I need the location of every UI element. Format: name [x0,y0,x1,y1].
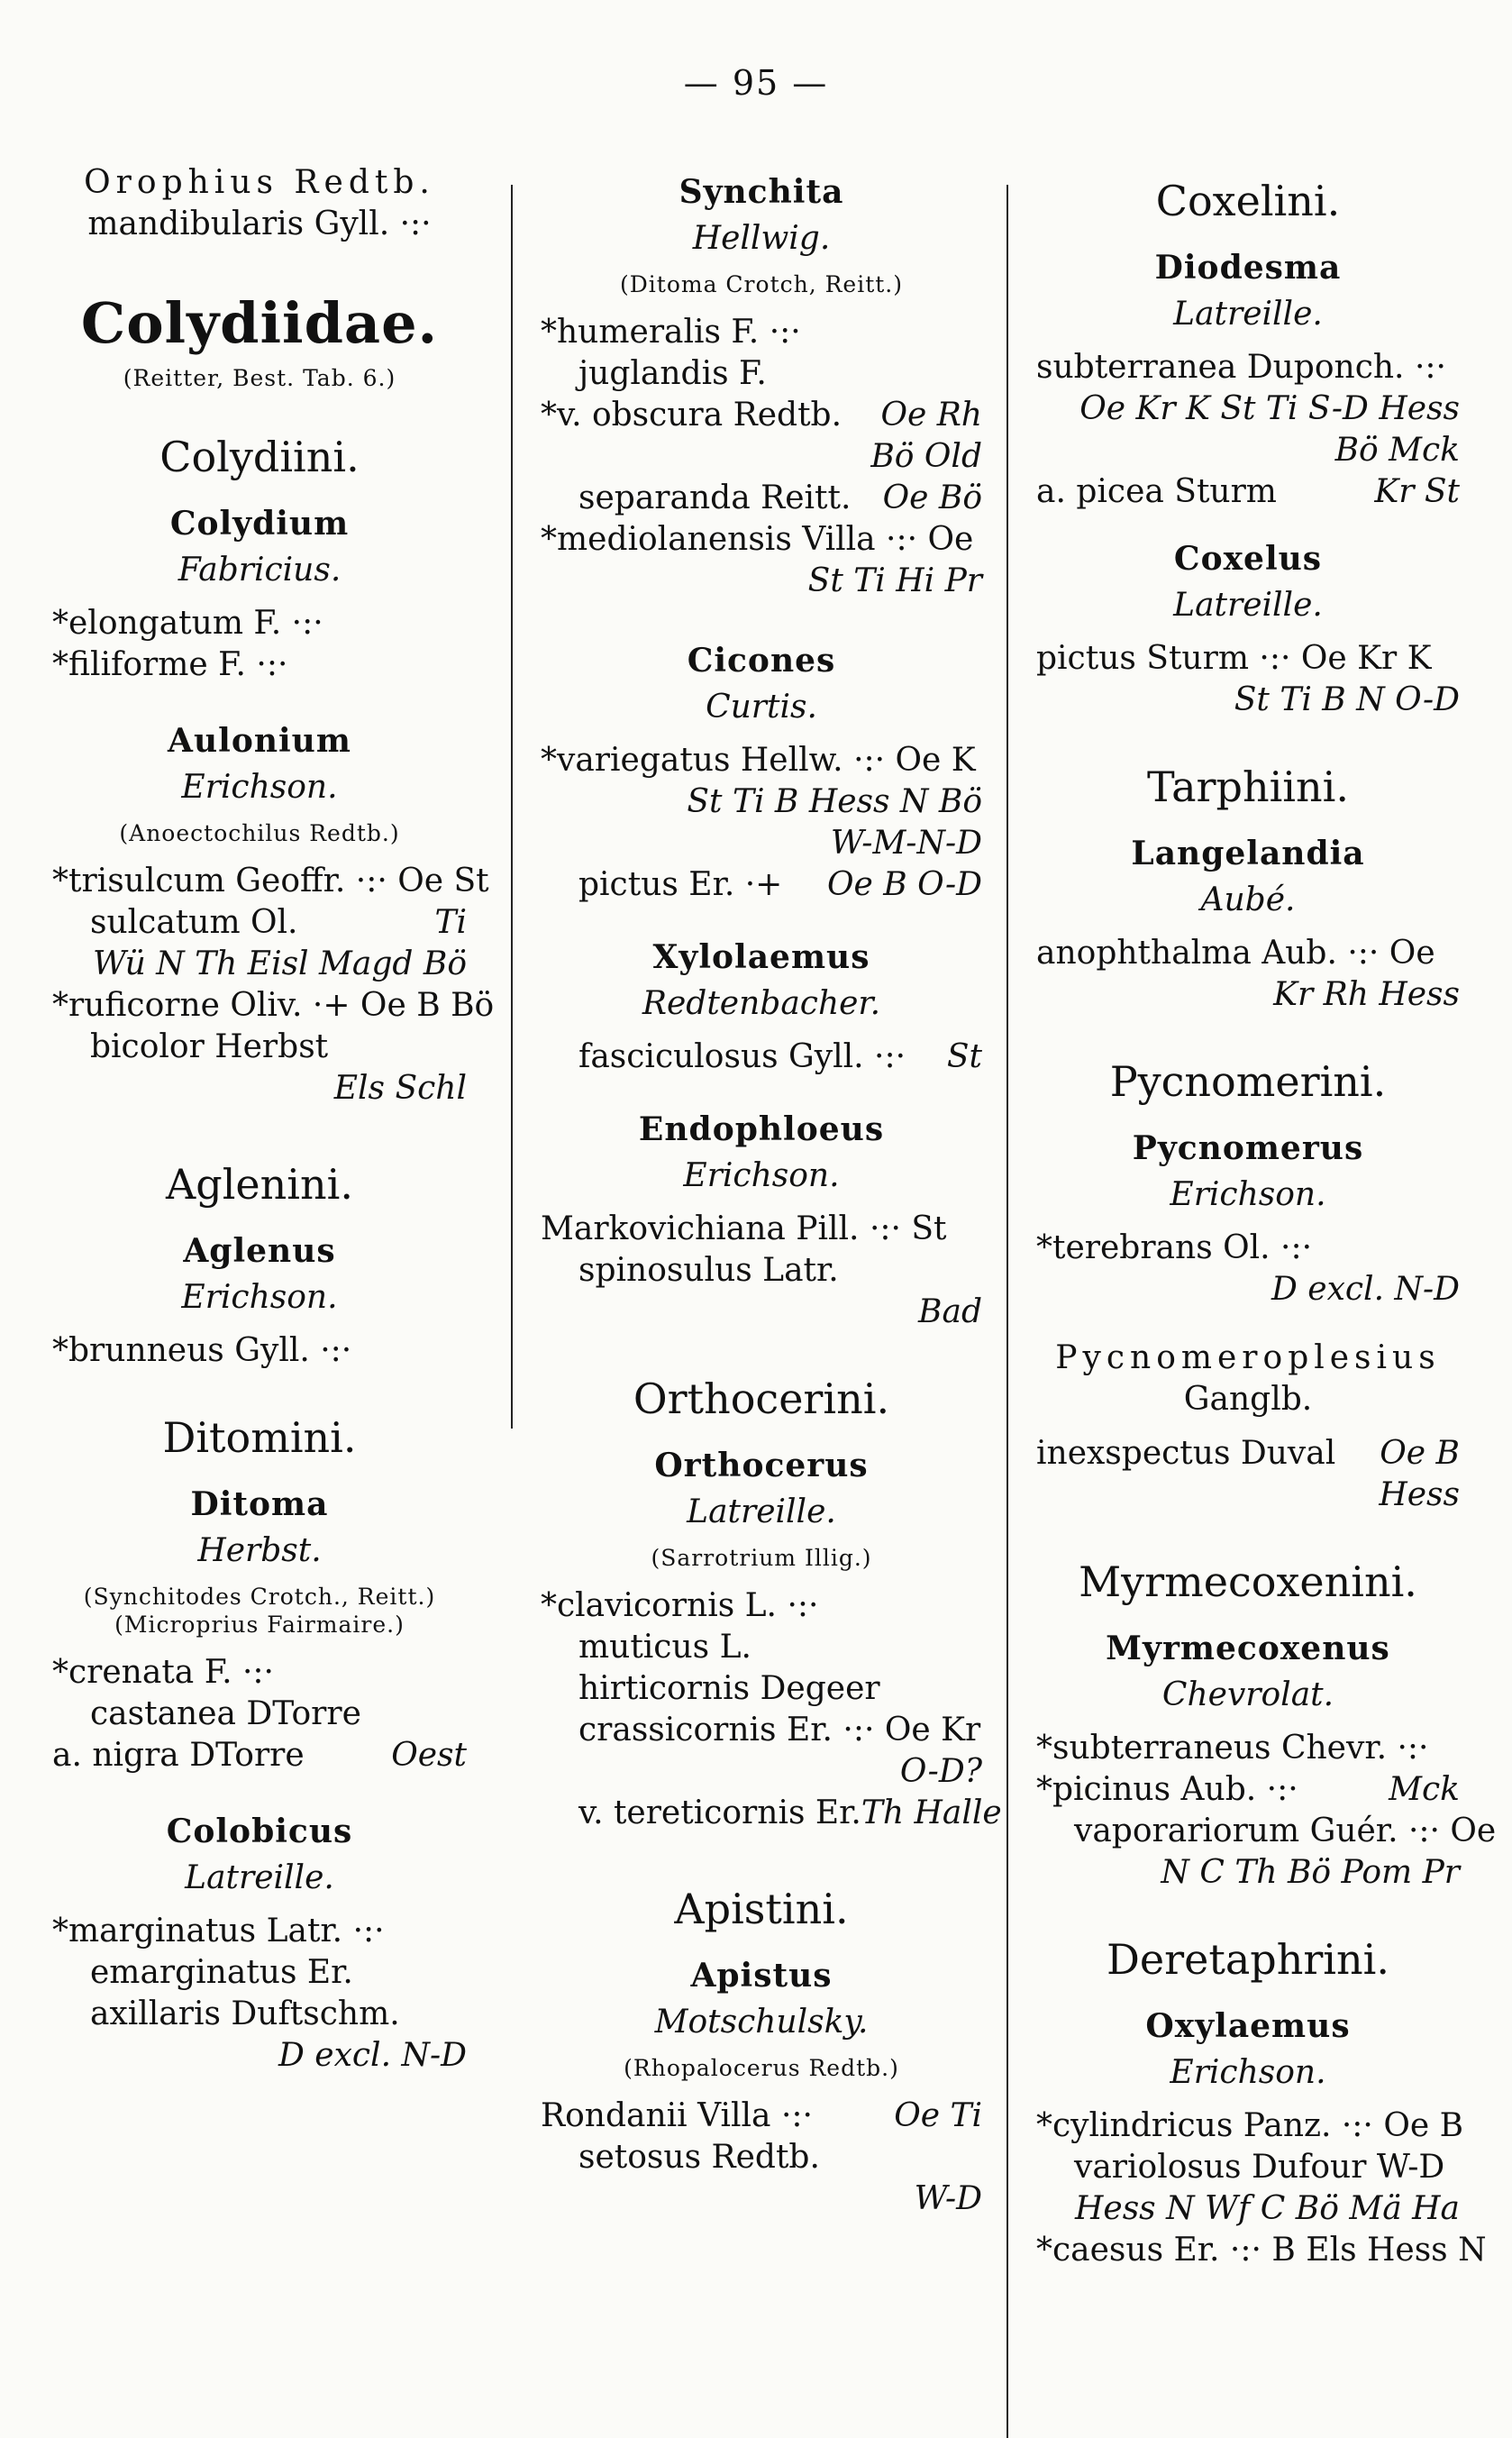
genus-heading: Apistus [690,1957,833,1995]
genus-heading: Coxelus [1173,540,1323,578]
distribution: Th Halle [861,1794,1002,1831]
family-reference: (Reitter, Best. Tab. 6.) [123,365,396,391]
species-entry: *trisulcum Geoffr. ·:· Oe St [52,863,489,899]
tribe-heading: Aglenini. [166,1160,353,1209]
species-name: v. tereticornis Er. [578,1794,861,1831]
species-entry: castanea DTorre [90,1695,361,1732]
species-entry [541,1793,1002,1834]
species-entry: setosus Redtb. [578,2139,820,2176]
tribe-heading: Colydiini. [159,433,360,481]
species-entry [52,902,467,944]
genus-heading: Langelandia [1131,835,1365,872]
species-entry: hirticornis Degeer [578,1670,880,1707]
genus-author: Erichson. [1170,1176,1326,1213]
species-entry: *marginatus Latr. ·:· [52,1913,385,1949]
species-name: fasciculosus Gyll. ·:· [578,1038,906,1075]
species-entry: spinosulus Latr. [578,1252,839,1289]
genus-heading: Cicones [687,642,836,680]
tribe-heading: Coxelini. [1155,177,1341,225]
genus-heading: Diodesma [1154,249,1342,287]
distribution: St Ti B Hess N Bö [687,783,982,820]
species-entry: *variegatus Hellw. ·:· Oe K [541,742,976,779]
genus-synonym: (Ditoma Crotch, Reitt.) [619,271,904,297]
distribution: Oe Rh [880,397,982,434]
species-entry: *clavicornis L. ·:· [541,1587,819,1624]
distribution: Wü N Th Eisl Magd Bö [93,945,467,982]
genus-author: Redtenbacher. [642,985,881,1022]
tribe-heading: Tarphiini. [1147,762,1349,811]
entry: Orophius Redtb. [84,164,435,201]
genus-heading: Xylolaemus [652,938,870,976]
tribe-heading: Orthocerini. [633,1374,890,1423]
species-entry: anophthalma Aub. ·:· Oe [1036,935,1435,972]
genus-author: Erichson. [181,1279,338,1316]
distribution: Bad [918,1293,982,1330]
column-2 [541,162,1002,2220]
species-name: *v. obscura Redtb. [541,397,843,434]
species-entry: subterranea Duponch. ·:· [1036,349,1446,386]
distribution: Hess N Wf C Bö Mä Ha [1075,2190,1460,2227]
distribution: Oe Ti [894,2097,982,2134]
genus-synonym: (Sarrotrium Illig.) [651,1545,872,1571]
distribution: Ti [434,904,467,941]
species-entry: variolosus Dufour W-D [1074,2149,1445,2186]
species-entry: crassicornis Er. ·:· Oe Kr [578,1712,981,1749]
distribution: Kr Rh Hess [1273,976,1460,1013]
species-entry [541,2096,982,2137]
genus-heading: Colydium [169,505,350,543]
species-entry: *caesus Er. ·:· B Els Hess N [1036,2232,1487,2269]
page-number: — 95 — [683,63,829,103]
distribution: Oe B [1380,1435,1460,1472]
species-entry: *cylindricus Panz. ·:· Oe B [1036,2107,1464,2144]
species-entry [1036,1769,1460,1811]
species-name: *picinus Aub. ·:· [1036,1771,1298,1808]
distribution: Kr St [1374,473,1460,510]
species-entry: *crenata F. ·:· [52,1654,274,1691]
distribution: D excl. N-D [278,2037,467,2074]
tribe-heading: Myrmecoxenini. [1079,1557,1417,1606]
species-entry: *ruficorne Oliv. ·+ Oe B Bö [52,987,495,1024]
genus-heading: Aulonium [168,722,351,760]
genus-author: Motschulsky. [654,2004,869,2041]
genus-synonym: (Rhopalocerus Redtb.) [624,2055,899,2081]
distribution: Oest [391,1737,467,1774]
distribution: Mck [1389,1771,1460,1808]
species-name: inexspectus Duval [1036,1435,1336,1472]
species-entry: emarginatus Er. [90,1954,353,1991]
species-name: a. nigra DTorre [52,1737,305,1774]
genus-heading: Pycnomeroplesius [1055,1339,1441,1376]
genus-author: Curtis. [706,689,817,726]
genus-author: Aubé. [1200,881,1296,918]
species-entry: bicolor Herbst [90,1028,329,1065]
genus-author: Chevrolat. [1161,1676,1334,1713]
distribution: O-D? [899,1753,982,1790]
genus-synonym: (Anoectochilus Redtb.) [119,820,400,846]
species-entry: vaporariorum Guér. ·:· Oe [1074,1813,1497,1849]
species-name: sulcatum Ol. [90,904,298,941]
species-entry [541,478,982,519]
species-entry: *subterraneus Chevr. ·:· [1036,1730,1429,1767]
column-1 [52,162,495,2077]
species-entry [541,395,982,436]
species-entry: axillaris Duftschm. [90,1995,400,2032]
distribution: Hess [1379,1476,1460,1513]
species-name: a. picea Sturm [1036,473,1277,510]
species-entry [541,1036,982,1078]
genus-author: Latreille. [1173,296,1323,333]
genus-synonym: (Synchitodes Crotch., Reitt.) [83,1584,436,1610]
genus-heading: Pycnomerus [1132,1129,1364,1167]
distribution: D excl. N-D [1271,1271,1460,1308]
species-entry: *mediolanensis Villa ·:· Oe [541,521,974,558]
distribution: W-M-N-D [830,825,982,862]
species-entry: *brunneus Gyll. ·:· [52,1332,352,1369]
distribution: Oe B O-D [826,866,982,903]
species-entry: *humeralis F. ·:· [541,314,801,351]
distribution: St Ti B N O-D [1234,681,1460,718]
species-entry: *filiforme F. ·:· [52,646,288,683]
distribution: Els Schl [333,1070,467,1107]
species-entry: juglandis F. [578,355,767,392]
species-entry [52,1735,467,1776]
species-entry [1036,1433,1460,1475]
species-entry: *elongatum F. ·:· [52,605,323,642]
tribe-heading: Ditomini. [162,1413,357,1462]
species-name: Rondanii Villa ·:· [541,2097,813,2134]
tribe-heading: Apistini. [674,1885,849,1933]
species-entry [1036,471,1460,513]
column-rule-right [1006,185,1008,2438]
genus-heading: Endophloeus [638,1110,885,1148]
genus-author: Erichson. [181,769,338,806]
tribe-heading: Deretaphrini. [1107,1935,1389,1984]
species-entry: muticus L. [578,1629,751,1666]
distribution: W-D [914,2180,982,2217]
distribution: St Ti Hi Pr [807,562,982,599]
genus-author: Erichson. [683,1157,840,1194]
genus-heading: Colobicus [166,1813,353,1850]
genus-author: Hellwig. [692,220,831,257]
genus-author: Fabricius. [178,552,342,589]
species-entry [541,864,982,906]
distribution: St [946,1038,982,1075]
genus-heading: Orthocerus [654,1447,869,1484]
genus-author: Latreille. [687,1493,836,1530]
genus-author: Latreille. [185,1859,334,1896]
genus-author: Ganglb. [1183,1381,1313,1418]
tribe-heading: Pycnomerini. [1109,1057,1387,1106]
species-name: pictus Er. ·+ [578,866,783,903]
genus-heading: Myrmecoxenus [1106,1630,1390,1667]
genus-author: Latreille. [1173,587,1323,624]
distribution: N C Th Bö Pom Pr [1161,1854,1460,1891]
entry: mandibularis Gyll. ·:· [87,205,432,242]
genus-synonym: (Microprius Fairmaire.) [114,1612,405,1638]
distribution: Oe Kr K St Ti S-D Hess [1079,390,1460,427]
genus-heading: Ditoma [190,1485,329,1523]
distribution: Bö Mck [1334,432,1460,469]
genus-heading: Aglenus [183,1232,336,1270]
genus-heading: Synchita [679,173,844,211]
species-entry: *terebrans Ol. ·:· [1036,1229,1313,1266]
species-entry: Markovichiana Pill. ·:· St [541,1210,947,1247]
family-heading: Colydiidae. [80,290,439,356]
genus-author: Herbst. [197,1532,322,1569]
distribution: Oe Bö [882,479,982,516]
species-name: separanda Reitt. [578,479,852,516]
column-3 [1036,162,1497,2271]
genus-author: Erichson. [1170,2054,1326,2091]
genus-heading: Oxylaemus [1145,2007,1351,2045]
distribution: Bö Old [870,438,982,475]
column-rule-left [511,185,513,1429]
species-entry: pictus Sturm ·:· Oe Kr K [1036,640,1432,677]
